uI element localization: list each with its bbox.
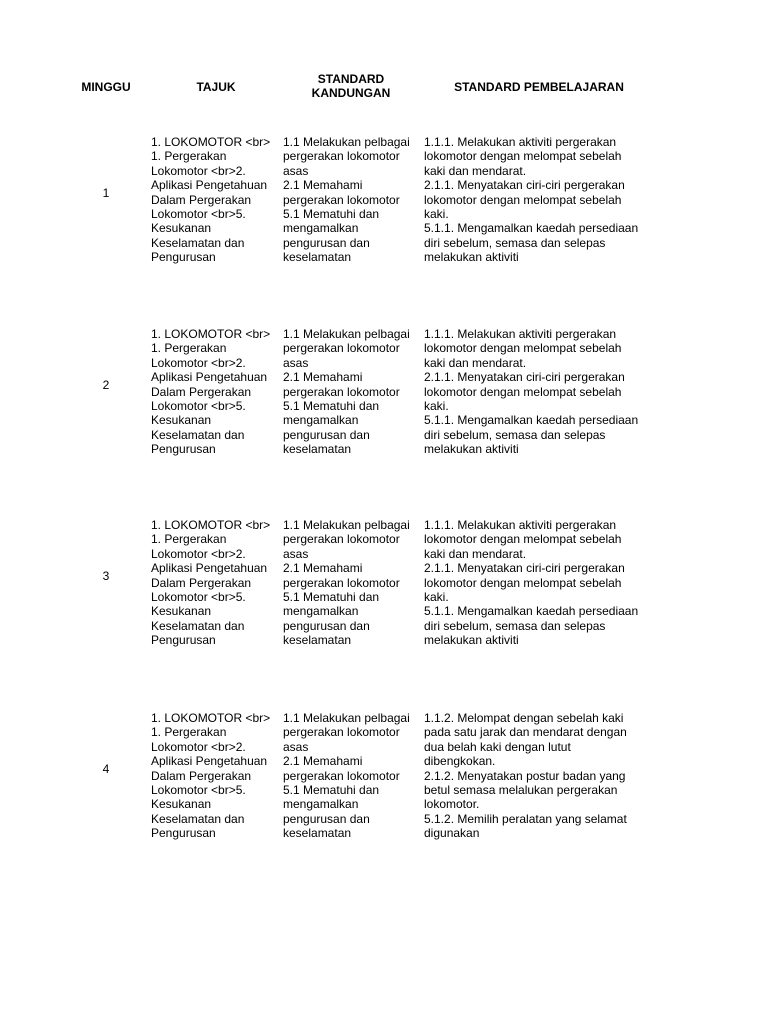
table-row [0,711,768,851]
header-standard-pembelajaran: STANDARD PEMBELAJARAN [454,80,624,94]
learning-standard-cell: 1.1.1. Melakukan aktiviti pergerakan lokomotor dengan melompat sebelah kaki dan mendarat. 2.1.1. Menyatakan ciri-ciri pergerakan lokomotor dengan melompat sebelah kaki. 5.1.1. Mengamalkan kaedah persediaan diri sebelum, semasa dan selepas melakukan aktiviti [424,327,639,457]
content-standard-cell: 1.1 Melakukan pelbagai pergerakan lokomotor asas 2.1 Memahami pergerakan lokomotor 5.1 Mematuhi dan mengamalkan pengurusan dan keselamatan [283,711,410,841]
week-number: 4 [102,762,110,776]
week-number: 3 [102,569,110,583]
content-standard-cell: 1.1 Melakukan pelbagai pergerakan lokomotor asas 2.1 Memahami pergerakan lokomotor 5.1 Mematuhi dan mengamalkan pengurusan dan keselamatan [283,518,410,648]
header-standard-kandungan: STANDARD KANDUNGAN [311,72,391,100]
header-minggu: MINGGU [81,80,131,94]
table-row [0,518,768,658]
header-tajuk: TAJUK [196,80,236,94]
learning-standard-cell: 1.1.2. Melompat dengan sebelah kaki pada satu jarak dan mendarat dengan dua belah kaki dengan lutut dibengkokan. 2.1.2. Menyatakan postur badan yang betul semasa melalukan pergerakan lokomotor. 5.1.2. Memilih peralatan yang selamat digunakan [424,711,627,841]
learning-standard-cell: 1.1.1. Melakukan aktiviti pergerakan lokomotor dengan melompat sebelah kaki dan mendarat. 2.1.1. Menyatakan ciri-ciri pergerakan lokomotor dengan melompat sebelah kaki. 5.1.1. Mengamalkan kaedah persediaan diri sebelum, semasa dan selepas melakukan aktiviti [424,518,639,648]
topic-cell: 1. LOKOMOTOR <br> 1. Pergerakan Lokomotor <br>2. Aplikasi Pengetahuan Dalam Pergerakan Lokomotor <br>5. Kesukanan Keselamatan dan Pengurusan [151,518,271,648]
table-row [0,327,768,467]
week-number: 2 [102,378,110,392]
table-row [0,135,768,275]
week-number: 1 [102,186,110,200]
topic-cell: 1. LOKOMOTOR <br> 1. Pergerakan Lokomotor <br>2. Aplikasi Pengetahuan Dalam Pergerakan Lokomotor <br>5. Kesukanan Keselamatan dan Pengurusan [151,135,271,265]
topic-cell: 1. LOKOMOTOR <br> 1. Pergerakan Lokomotor <br>2. Aplikasi Pengetahuan Dalam Pergerakan Lokomotor <br>5. Kesukanan Keselamatan dan Pengurusan [151,327,271,457]
content-standard-cell: 1.1 Melakukan pelbagai pergerakan lokomotor asas 2.1 Memahami pergerakan lokomotor 5.1 Mematuhi dan mengamalkan pengurusan dan keselamatan [283,135,410,265]
learning-standard-cell: 1.1.1. Melakukan aktiviti pergerakan lokomotor dengan melompat sebelah kaki dan mendarat. 2.1.1. Menyatakan ciri-ciri pergerakan lokomotor dengan melompat sebelah kaki. 5.1.1. Mengamalkan kaedah persediaan diri sebelum, semasa dan selepas melakukan aktiviti [424,135,639,265]
content-standard-cell: 1.1 Melakukan pelbagai pergerakan lokomotor asas 2.1 Memahami pergerakan lokomotor 5.1 Mematuhi dan mengamalkan pengurusan dan keselamatan [283,327,410,457]
topic-cell: 1. LOKOMOTOR <br> 1. Pergerakan Lokomotor <br>2. Aplikasi Pengetahuan Dalam Pergerakan Lokomotor <br>5. Kesukanan Keselamatan dan Pengurusan [151,711,271,841]
